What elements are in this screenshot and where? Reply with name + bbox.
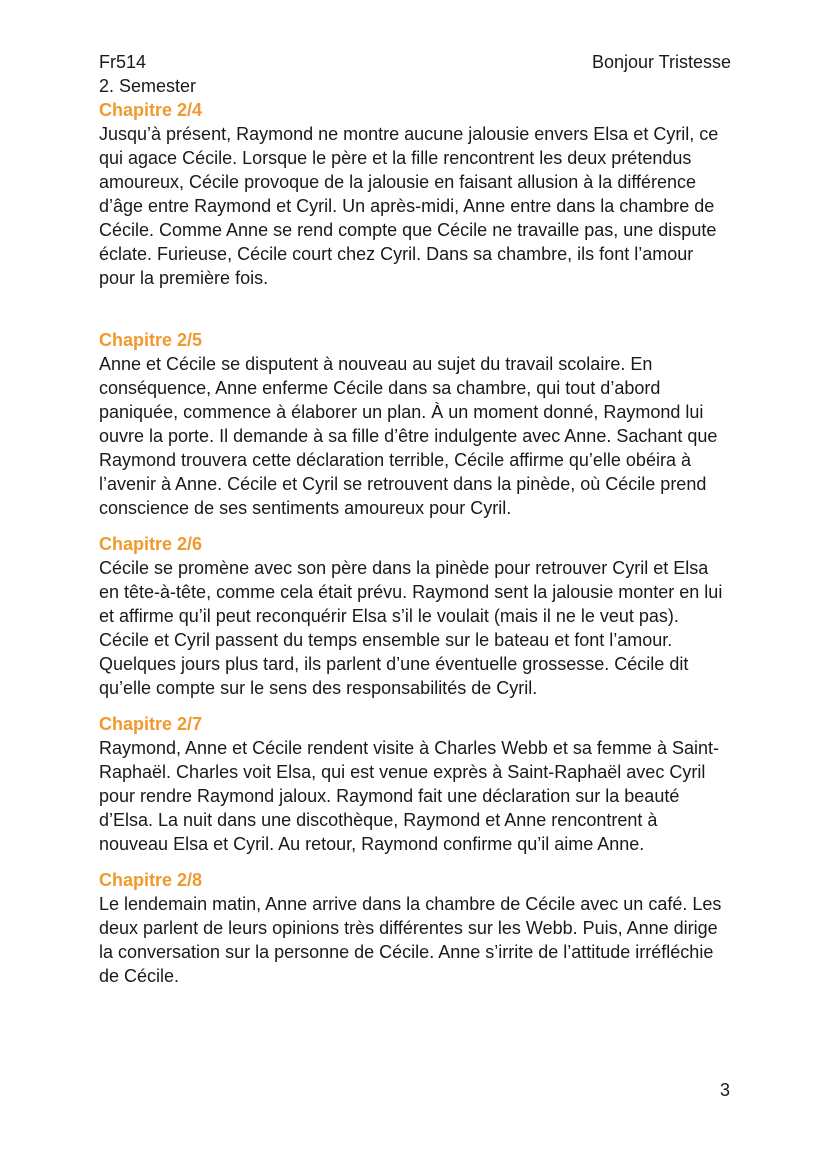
chapter-section	[99, 532, 731, 700]
course-code: Fr514	[99, 52, 147, 72]
book-title: Bonjour Tristesse	[591, 52, 731, 72]
chapter-summary: Cécile se promène avec son père dans la pinède pour retrouver Cyril et Elsa en tête-à-tête, comme cela était prévu. Raymond sent la jalousie monter en lui et affirme qu’il peut reconquérir Elsa s’il le voulait (mais il ne le veut pas). Cécile et Cyril passent du temps ensemble sur le bateau et font l’amour. Quelques jours plus tard, ils parlent d’une éventuelle grossesse. Cécile dit qu’elle compte sur le sens des responsabilités de Cyril.	[99, 558, 723, 698]
chapter-title: Chapitre 2/5	[99, 330, 203, 350]
chapter-title: Chapitre 2/6	[99, 534, 203, 554]
chapter-summary: Jusqu’à présent, Raymond ne montre aucune jalousie envers Elsa et Cyril, ce qui agace Cécile. Lorsque le père et la fille rencontrent les deux prétendus amoureux, Cécile provoque de la jalousie en faisant allusion à la différence d’âge entre Raymond et Cyril. Un après-midi, Anne entre dans la chambre de Cécile. Comme Anne se rend compte que Cécile ne travaille pas, une dispute éclate. Furieuse, Cécile court chez Cyril. Dans sa chambre, ils font l’amour pour la première fois.	[99, 124, 719, 288]
chapter-title: Chapitre 2/4	[99, 100, 203, 120]
chapter-section	[99, 712, 731, 856]
document-page	[99, 50, 731, 1000]
chapter-title: Chapitre 2/7	[99, 714, 203, 734]
chapter-summary: Le lendemain matin, Anne arrive dans la chambre de Cécile avec un café. Les deux parlent de leurs opinions très différentes sur les Webb. Puis, Anne dirige la conversation sur la personne de Cécile. Anne s’irrite de l’attitude irréfléchie de Cécile.	[99, 894, 722, 986]
chapter-summary: Raymond, Anne et Cécile rendent visite à Charles Webb et sa femme à Saint-Raphaël. Charles voit Elsa, qui est venue exprès à Saint-Raphaël avec Cyril pour rendre Raymond jaloux. Raymond fait une déclaration sur la beauté d’Elsa. La nuit dans une discothèque, Raymond et Anne rencontrent à nouveau Elsa et Cyril. Au retour, Raymond confirme qu’il aime Anne.	[99, 738, 719, 854]
chapter-section	[99, 328, 731, 520]
chapter-section	[99, 868, 731, 988]
page-header	[99, 50, 731, 74]
chapter-title: Chapitre 2/8	[99, 870, 203, 890]
semester-label: 2. Semester	[99, 76, 197, 96]
page-number: 3	[719, 1080, 730, 1100]
chapter-summary: Anne et Cécile se disputent à nouveau au sujet du travail scolaire. En conséquence, Anne enferme Cécile dans sa chambre, qui tout d’abord paniquée, commence à élaborer un plan. À un moment donné, Raymond lui ouvre la porte. Il demande à sa fille d’être indulgente avec Anne. Sachant que Raymond trouvera cette déclaration terrible, Cécile affirme qu’elle obéira à l’avenir à Anne. Cécile et Cyril se retrouvent dans la pinède, où Cécile prend conscience de ses sentiments amoureux pour Cyril.	[99, 354, 718, 518]
chapter-section	[99, 98, 731, 290]
